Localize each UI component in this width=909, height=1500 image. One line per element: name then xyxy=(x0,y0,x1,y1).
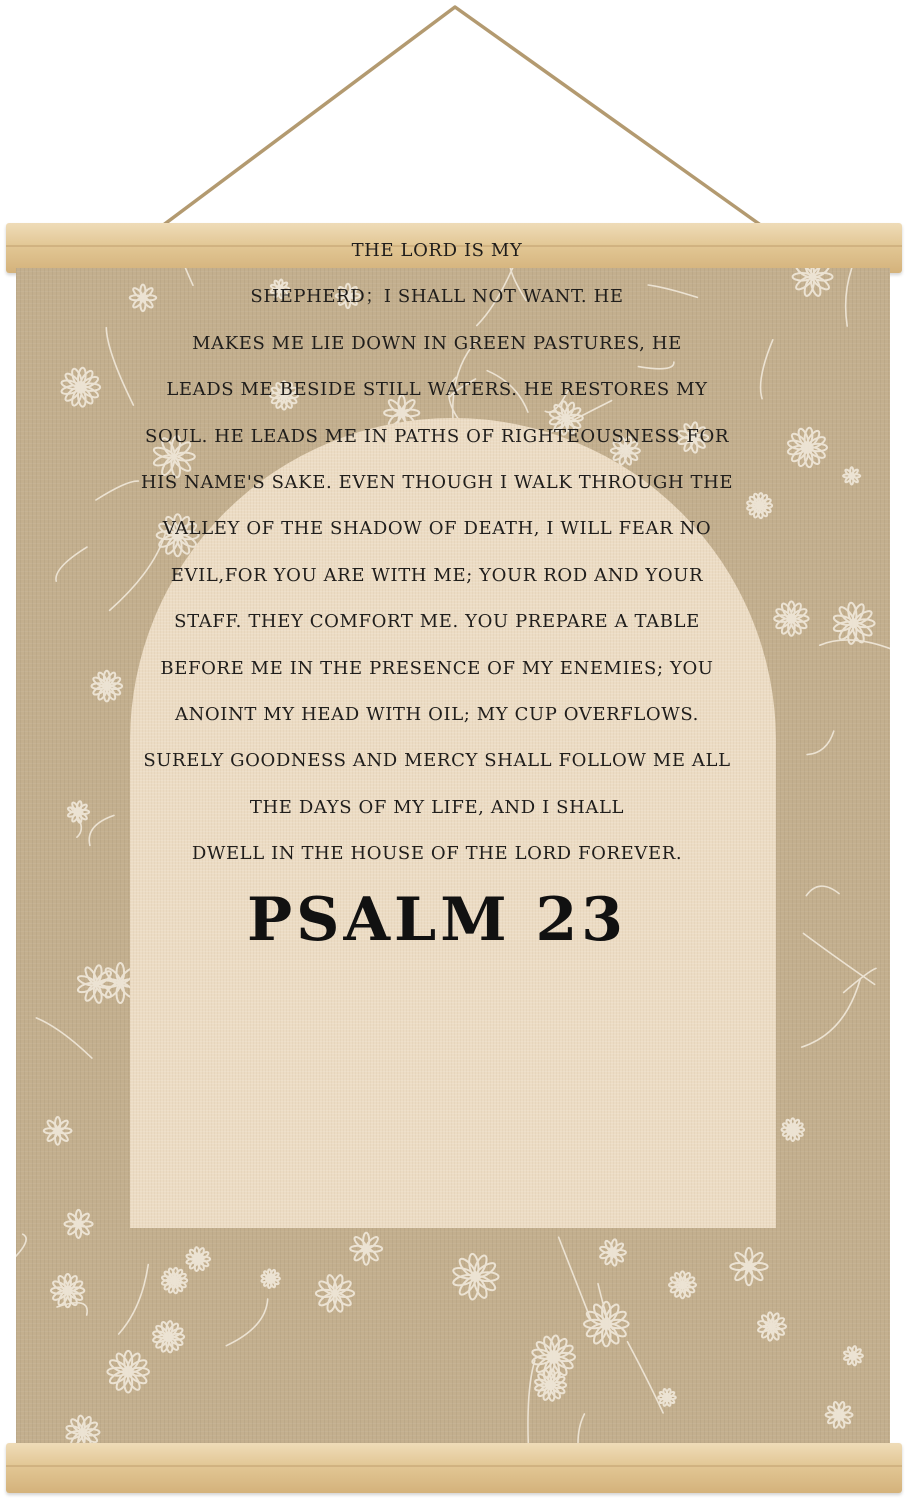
vine-stem xyxy=(36,1018,92,1058)
flower-petal xyxy=(56,1119,69,1132)
verse-line: THE LORD IS MY xyxy=(351,240,523,261)
vine-stem xyxy=(528,1360,535,1444)
vine-stem xyxy=(806,886,839,895)
flower-petal xyxy=(77,803,88,813)
vine-stem xyxy=(803,933,874,984)
verse-line: THE DAYS OF MY LIFE, AND I SHALL xyxy=(249,796,625,818)
psalm-verse-text xyxy=(124,228,750,877)
hanging-cord xyxy=(0,0,909,240)
vine-stem xyxy=(119,1265,149,1334)
vine-stem xyxy=(761,340,773,399)
flower-petal xyxy=(612,1242,625,1254)
vine-stem xyxy=(16,1234,26,1262)
verse-line: SOUL. HE LEADS ME IN PATHS OF RIGHTEOUSNESS FOR xyxy=(145,425,729,447)
verse-line: BEFORE ME IN THE PRESENCE OF MY ENEMIES; YOU xyxy=(160,657,714,679)
verse-line: STAFF. THEY COMFORT ME. YOU PREPARE A TABLE xyxy=(174,611,700,633)
vine-stem xyxy=(89,815,114,845)
flower-petal xyxy=(747,1251,765,1269)
verse-line: MAKES ME LIE DOWN IN GREEN PASTURES, HE xyxy=(192,332,682,354)
verse-line: EVIL,FOR YOU ARE WITH ME; YOUR ROD AND YOUR xyxy=(170,564,704,586)
bottom-wooden-rod xyxy=(6,1443,902,1493)
verse-line: VALLEY OF THE SHADOW OF DEATH, I WILL FEAR NO xyxy=(162,518,712,540)
vine-stem xyxy=(807,731,834,755)
vine-stem xyxy=(628,1342,664,1413)
vine-stem xyxy=(56,547,87,581)
flower-petal xyxy=(852,1348,861,1357)
psalm-title: PSALM 23 xyxy=(247,885,627,955)
vine-stem xyxy=(802,979,861,1047)
flower-petal xyxy=(365,1235,380,1250)
verse-line: DWELL IN THE HOUSE OF THE LORD FOREVER. xyxy=(191,843,683,865)
verse-line: ANOINT MY HEAD WITH OIL; MY CUP OVERFLOWS. xyxy=(174,703,699,725)
flower-petal xyxy=(851,469,859,477)
verse-line: HIS NAME'S SAKE. EVEN THOUGH I WALK THROUGH THE xyxy=(140,471,734,493)
verse-line: SURELY GOODNESS AND MERCY SHALL FOLLOW ME ALL xyxy=(143,750,731,772)
vine-stem xyxy=(226,1299,267,1346)
vine-stem xyxy=(846,268,871,326)
verse-line: SHEPHERD；I SHALL NOT WANT. HE xyxy=(250,286,624,308)
verse-line: LEADS ME BESIDE STILL WATERS. HE RESTORES MY xyxy=(166,379,708,401)
vine-stem xyxy=(559,1237,592,1320)
flower-petal xyxy=(77,1212,90,1225)
